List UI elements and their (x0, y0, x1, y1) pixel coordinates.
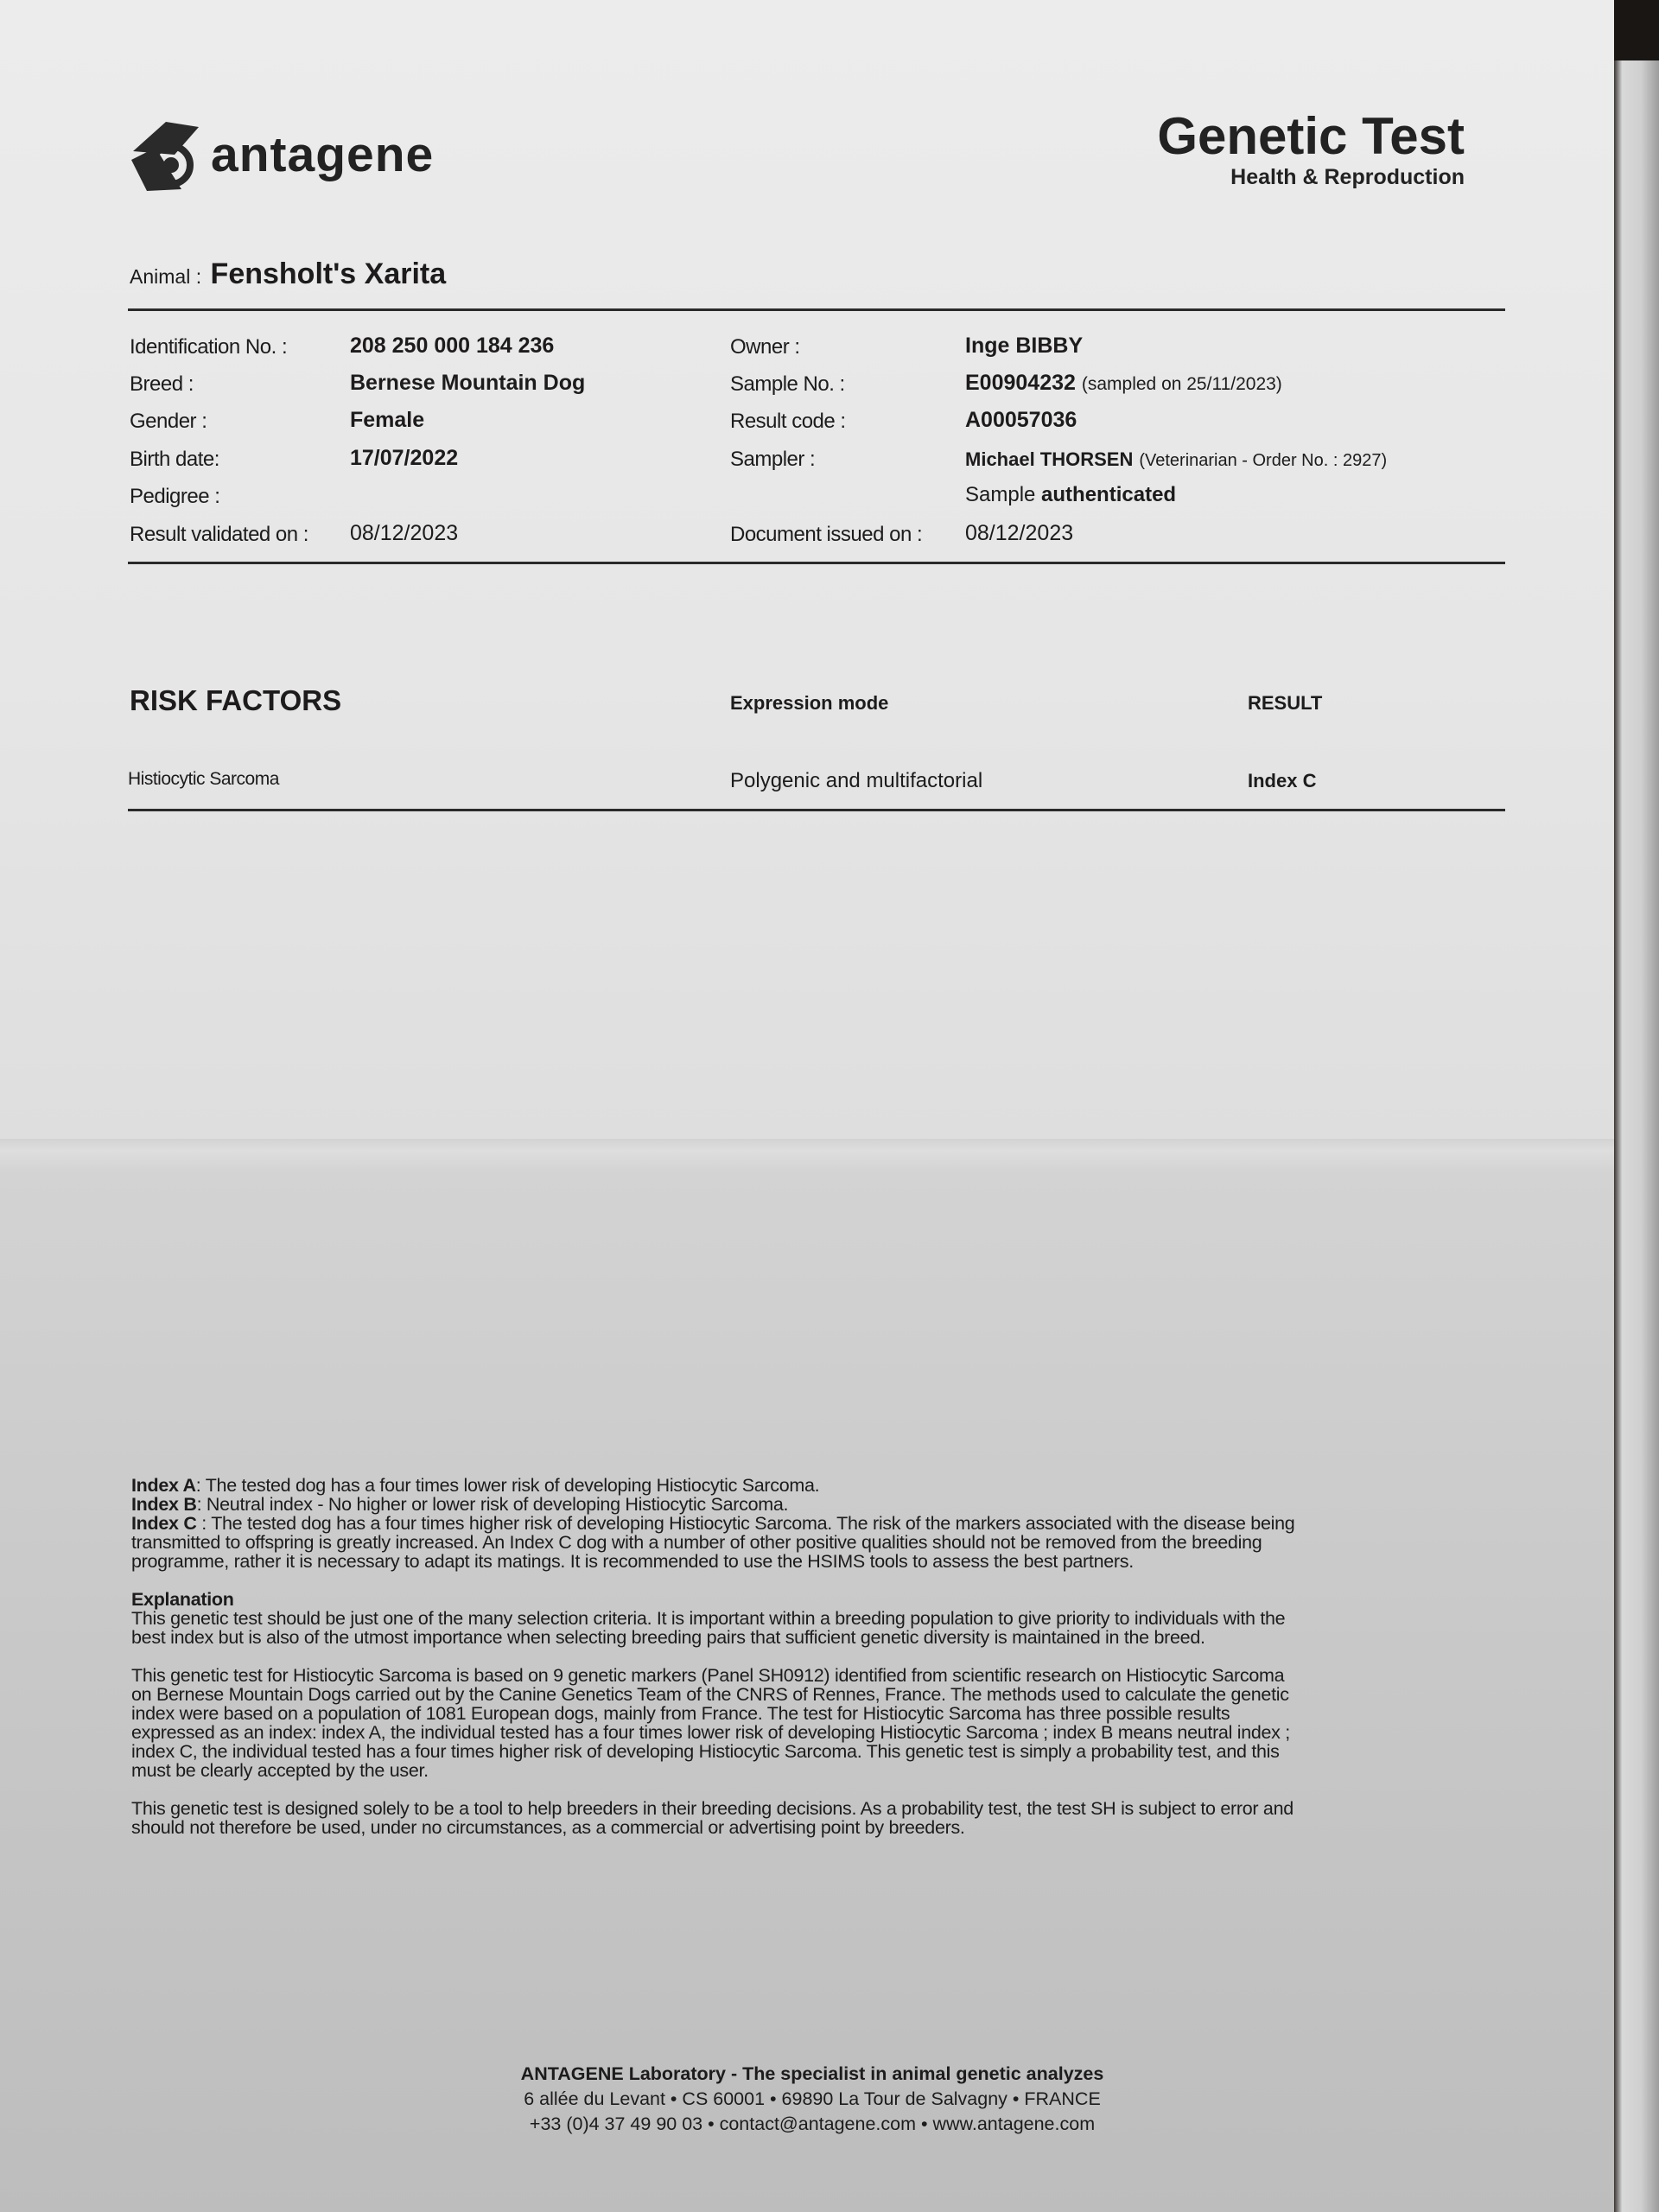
footer (467, 2062, 1158, 2137)
index-a-text: : The tested dog has a four times lower risk of developing Histiocytic Sarcoma. (195, 1475, 820, 1496)
index-c-line-1: : The tested dog has a four times higher risk of developing Histiocytic Sarcoma. The risk of the markers associated with the disease being (196, 1513, 1295, 1534)
sample-no-value: E00904232 (965, 371, 1076, 395)
document-issued-value: 08/12/2023 (965, 521, 1074, 545)
sample-auth-value: authenticated (1041, 483, 1177, 506)
pedigree-label: Pedigree : (130, 485, 220, 508)
explanation-line-1: This genetic test should be just one of the many selection criteria. It is important within a breeding population to give priority to individuals with the (131, 1608, 1286, 1629)
method-line-2: on Bernese Mountain Dogs carried out by the Canine Genetics Team of the CNRS of Rennes, France. The methods used to calculate the genetic (131, 1684, 1289, 1705)
sample-auth-prefix: Sample (965, 483, 1036, 506)
paper-fold (0, 1139, 1614, 1151)
disclaimer-paragraph (131, 1799, 1492, 1837)
birth-date-value: 17/07/2022 (350, 446, 459, 470)
method-line-4: expressed as an index: index A, the individual tested has a four times lower risk of developing Histiocytic Sarcoma ; index B means neutral index ; (131, 1722, 1290, 1743)
index-a-note (131, 1476, 1492, 1495)
risk-factor-name: Histiocytic Sarcoma (128, 769, 279, 789)
sample-no-label: Sample No. : (730, 372, 845, 396)
sampler-label: Sampler : (730, 448, 816, 471)
sampler-group (965, 447, 1387, 472)
method-paragraph (131, 1666, 1492, 1780)
result-header: RESULT (1248, 692, 1323, 714)
title-block (1157, 108, 1465, 190)
divider-info-bottom (128, 562, 1505, 564)
index-b-text: : Neutral index - No higher or lower risk of developing Histiocytic Sarcoma. (196, 1494, 789, 1515)
identification-label: Identification No. : (130, 335, 288, 359)
result-code-label: Result code : (730, 410, 846, 433)
method-line-1: This genetic test for Histiocytic Sarcoma is based on 9 genetic markers (Panel SH0912) identified from scientific research on Histiocytic Sarcoma (131, 1665, 1285, 1686)
index-c-label: Index C (131, 1513, 197, 1534)
method-line-3: index were based on a population of 1081 European dogs, mainly from France. The test for Histiocytic Sarcoma has three possible results (131, 1703, 1230, 1724)
sampled-on-note: (sampled on 25/11/2023) (1081, 374, 1282, 394)
logo-wordmark: antagene (211, 127, 435, 182)
method-line-5: index C, the individual tested has a four times higher risk of developing Histiocytic Sarcoma. This genetic test is simply a probability test, and this (131, 1741, 1280, 1762)
index-a-label: Index A (131, 1475, 196, 1496)
identification-value: 208 250 000 184 236 (350, 334, 555, 358)
underlying-page-edge (1614, 60, 1659, 2212)
notes-section (131, 1476, 1492, 1856)
birth-date-label: Birth date: (130, 448, 219, 471)
sampler-note: (Veterinarian - Order No. : 2927) (1139, 451, 1388, 470)
explanation-line-2: best index but is also of the utmost importance when selecting breeding pairs that sufficient genetic diversity is maintained in the breed. (131, 1627, 1205, 1648)
gender-label: Gender : (130, 410, 207, 433)
risk-factors-heading: RISK FACTORS (130, 684, 342, 716)
disclaimer-line-1: This genetic test is designed solely to be a tool to help breeders in their breeding decisions. As a probability test, the test SH is subject to error and (131, 1798, 1294, 1819)
antagene-logo-icon (130, 117, 202, 193)
footer-lab-name: ANTAGENE Laboratory - The specialist in animal genetic analyzes (520, 2063, 1104, 2084)
document-issued-label: Document issued on : (730, 523, 923, 546)
risk-factor-mode: Polygenic and multifactorial (730, 769, 983, 792)
sampler-value: Michael THORSEN (965, 448, 1134, 470)
breed-label: Breed : (130, 372, 194, 396)
gender-value: Female (350, 408, 425, 432)
explanation-paragraph (131, 1609, 1492, 1647)
disclaimer-line-2: should not therefore be used, under no circumstances, as a commercial or advertising point by breeders. (131, 1817, 965, 1838)
antagene-logo (130, 117, 434, 193)
index-b-note (131, 1495, 1492, 1514)
result-validated-value: 08/12/2023 (350, 521, 459, 545)
animal-label: Animal : (130, 265, 202, 288)
owner-label: Owner : (730, 335, 800, 359)
result-code-value: A00057036 (965, 408, 1077, 432)
method-line-6: must be clearly accepted by the user. (131, 1760, 429, 1781)
animal-name: Fensholt's Xarita (210, 257, 447, 290)
owner-value: Inge BIBBY (965, 334, 1084, 358)
footer-contact: +33 (0)4 37 49 90 03 • contact@antagene.com • www.antagene.com (529, 2113, 1096, 2134)
animal-row (130, 257, 446, 291)
explanation-title: Explanation (131, 1589, 234, 1610)
index-b-label: Index B (131, 1494, 197, 1515)
sample-no-group (965, 371, 1282, 396)
index-c-line-3: programme, rather it is necessary to adapt its matings. It is recommended to use the HSIMS tools to assess the best partners. (131, 1551, 1134, 1572)
footer-address: 6 allée du Levant • CS 60001 • 69890 La Tour de Salvagny • FRANCE (524, 2088, 1101, 2109)
breed-value: Bernese Mountain Dog (350, 371, 586, 395)
document-title: Genetic Test (1157, 107, 1465, 165)
divider-risk-bottom (128, 809, 1505, 811)
result-validated-label: Result validated on : (130, 523, 308, 546)
sample-auth-group (965, 483, 1176, 507)
index-c-line-2: transmitted to offspring is greatly increased. An Index C dog with a number of other positive qualities should not be removed from the breeding (131, 1532, 1262, 1553)
divider-top (128, 308, 1505, 311)
index-c-note (131, 1514, 1492, 1571)
expression-mode-header: Expression mode (730, 692, 889, 714)
risk-factor-result: Index C (1248, 770, 1317, 791)
document-subtitle: Health & Reproduction (1230, 165, 1465, 189)
